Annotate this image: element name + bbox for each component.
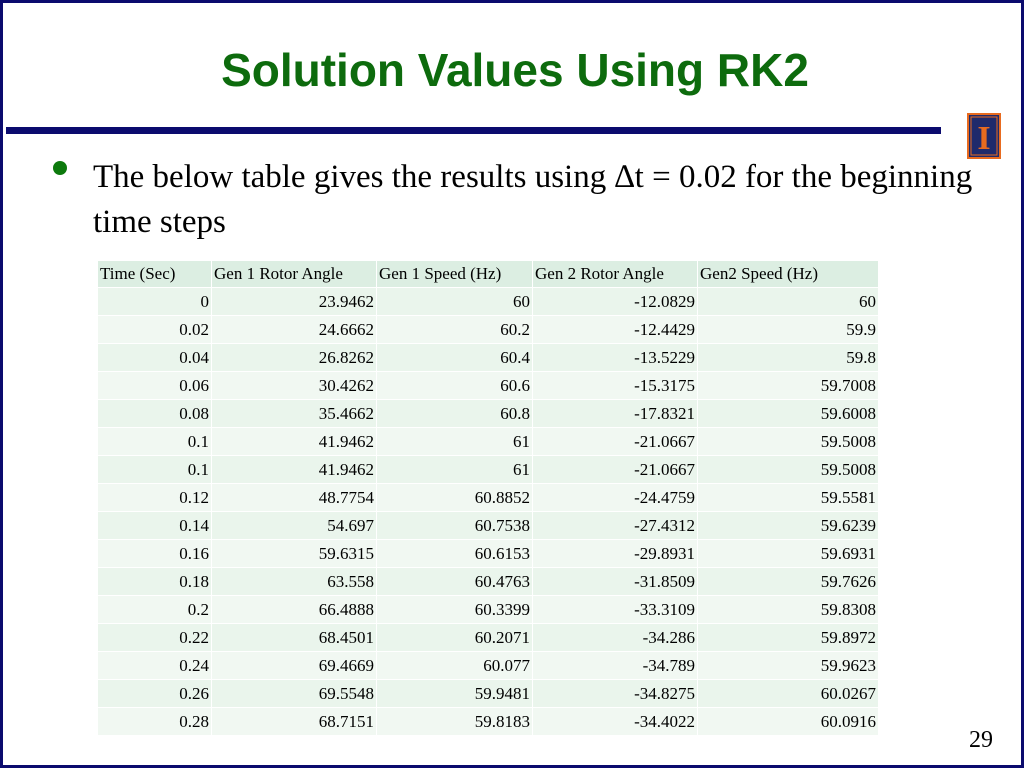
cell-gen1-rotor-angle: 23.9462 xyxy=(212,288,377,316)
cell-gen2-rotor-angle: -34.789 xyxy=(533,652,698,680)
cell-gen1-speed: 60.2 xyxy=(377,316,533,344)
cell-gen2-rotor-angle: -13.5229 xyxy=(533,344,698,372)
cell-gen2-rotor-angle: -31.8509 xyxy=(533,568,698,596)
cell-gen2-rotor-angle: -27.4312 xyxy=(533,512,698,540)
cell-gen1-speed: 60.8852 xyxy=(377,484,533,512)
cell-time: 0.24 xyxy=(98,652,212,680)
cell-gen2-speed: 59.8308 xyxy=(698,596,879,624)
cell-time: 0.04 xyxy=(98,344,212,372)
table-row xyxy=(98,680,879,708)
header-gen2-rotor-angle: Gen 2 Rotor Angle xyxy=(533,261,698,288)
cell-time: 0.28 xyxy=(98,708,212,736)
cell-gen1-rotor-angle: 68.4501 xyxy=(212,624,377,652)
cell-gen1-rotor-angle: 26.8262 xyxy=(212,344,377,372)
cell-gen2-speed: 59.7626 xyxy=(698,568,879,596)
cell-time: 0.16 xyxy=(98,540,212,568)
table-row xyxy=(98,344,879,372)
cell-gen1-speed: 60.077 xyxy=(377,652,533,680)
cell-time: 0.06 xyxy=(98,372,212,400)
logo-letter: I xyxy=(977,120,991,157)
cell-gen2-speed: 60.0916 xyxy=(698,708,879,736)
cell-time: 0.18 xyxy=(98,568,212,596)
table-row xyxy=(98,568,879,596)
cell-time: 0.02 xyxy=(98,316,212,344)
cell-gen1-rotor-angle: 41.9462 xyxy=(212,428,377,456)
cell-gen2-speed: 59.7008 xyxy=(698,372,879,400)
table-row xyxy=(98,372,879,400)
cell-gen1-rotor-angle: 41.9462 xyxy=(212,456,377,484)
cell-gen2-rotor-angle: -34.8275 xyxy=(533,680,698,708)
cell-gen1-speed: 60 xyxy=(377,288,533,316)
page-number: 29 xyxy=(969,727,993,753)
header-time: Time (Sec) xyxy=(98,261,212,288)
table-row xyxy=(98,540,879,568)
table-row xyxy=(98,428,879,456)
cell-gen2-rotor-angle: -17.8321 xyxy=(533,400,698,428)
cell-gen1-speed: 60.3399 xyxy=(377,596,533,624)
title-divider xyxy=(6,127,941,134)
cell-gen2-speed: 59.6931 xyxy=(698,540,879,568)
cell-gen1-rotor-angle: 68.7151 xyxy=(212,708,377,736)
cell-gen1-speed: 61 xyxy=(377,428,533,456)
cell-gen2-speed: 60.0267 xyxy=(698,680,879,708)
cell-gen1-rotor-angle: 69.4669 xyxy=(212,652,377,680)
cell-gen1-speed: 59.8183 xyxy=(377,708,533,736)
slide-title: Solution Values Using RK2 xyxy=(221,44,809,96)
table-row xyxy=(98,512,879,540)
cell-gen1-speed: 60.6153 xyxy=(377,540,533,568)
cell-gen1-speed: 60.4 xyxy=(377,344,533,372)
cell-gen1-rotor-angle: 63.558 xyxy=(212,568,377,596)
cell-time: 0.1 xyxy=(98,428,212,456)
table-row xyxy=(98,596,879,624)
cell-time: 0.08 xyxy=(98,400,212,428)
table-row xyxy=(98,400,879,428)
header-gen2-speed: Gen2 Speed (Hz) xyxy=(698,261,879,288)
cell-gen2-rotor-angle: -21.0667 xyxy=(533,456,698,484)
cell-gen1-rotor-angle: 59.6315 xyxy=(212,540,377,568)
cell-gen2-speed: 59.8 xyxy=(698,344,879,372)
cell-gen2-rotor-angle: -24.4759 xyxy=(533,484,698,512)
cell-gen2-rotor-angle: -34.4022 xyxy=(533,708,698,736)
cell-gen2-speed: 59.5008 xyxy=(698,456,879,484)
cell-gen1-rotor-angle: 69.5548 xyxy=(212,680,377,708)
cell-gen1-rotor-angle: 54.697 xyxy=(212,512,377,540)
cell-gen2-speed: 59.9623 xyxy=(698,652,879,680)
table-row xyxy=(98,288,879,316)
cell-gen2-speed: 59.6239 xyxy=(698,512,879,540)
cell-gen2-speed: 59.9 xyxy=(698,316,879,344)
cell-gen1-speed: 61 xyxy=(377,456,533,484)
table-body xyxy=(98,288,879,736)
cell-gen2-speed: 59.8972 xyxy=(698,624,879,652)
cell-time: 0.22 xyxy=(98,624,212,652)
cell-gen1-rotor-angle: 30.4262 xyxy=(212,372,377,400)
table-header-row xyxy=(98,261,879,288)
cell-gen1-rotor-angle: 24.6662 xyxy=(212,316,377,344)
cell-time: 0.2 xyxy=(98,596,212,624)
table-row xyxy=(98,624,879,652)
results-table xyxy=(98,261,879,736)
cell-gen1-rotor-angle: 66.4888 xyxy=(212,596,377,624)
table-row xyxy=(98,708,879,736)
cell-time: 0 xyxy=(98,288,212,316)
cell-gen2-rotor-angle: -21.0667 xyxy=(533,428,698,456)
cell-gen1-speed: 59.9481 xyxy=(377,680,533,708)
table-row xyxy=(98,316,879,344)
cell-time: 0.26 xyxy=(98,680,212,708)
header-gen1-rotor-angle: Gen 1 Rotor Angle xyxy=(212,261,377,288)
cell-time: 0.12 xyxy=(98,484,212,512)
table-row xyxy=(98,484,879,512)
cell-gen2-rotor-angle: -12.4429 xyxy=(533,316,698,344)
cell-gen2-speed: 59.5008 xyxy=(698,428,879,456)
cell-gen2-speed: 59.5581 xyxy=(698,484,879,512)
cell-gen1-speed: 60.2071 xyxy=(377,624,533,652)
cell-gen2-rotor-angle: -12.0829 xyxy=(533,288,698,316)
cell-time: 0.14 xyxy=(98,512,212,540)
cell-time: 0.1 xyxy=(98,456,212,484)
block-i-logo-icon xyxy=(967,113,1001,159)
table-row xyxy=(98,456,879,484)
cell-gen2-rotor-angle: -34.286 xyxy=(533,624,698,652)
cell-gen1-rotor-angle: 48.7754 xyxy=(212,484,377,512)
bullet-text: The below table gives the results using ∆t = 0.02 for the beginning time steps xyxy=(93,159,973,240)
cell-gen1-rotor-angle: 35.4662 xyxy=(212,400,377,428)
cell-gen2-speed: 59.6008 xyxy=(698,400,879,428)
cell-gen1-speed: 60.6 xyxy=(377,372,533,400)
cell-gen2-rotor-angle: -15.3175 xyxy=(533,372,698,400)
table-row xyxy=(98,652,879,680)
bullet-dot-icon xyxy=(53,161,67,175)
cell-gen2-speed: 60 xyxy=(698,288,879,316)
cell-gen1-speed: 60.7538 xyxy=(377,512,533,540)
cell-gen2-rotor-angle: -29.8931 xyxy=(533,540,698,568)
cell-gen2-rotor-angle: -33.3109 xyxy=(533,596,698,624)
cell-gen1-speed: 60.8 xyxy=(377,400,533,428)
cell-gen1-speed: 60.4763 xyxy=(377,568,533,596)
header-gen1-speed: Gen 1 Speed (Hz) xyxy=(377,261,533,288)
